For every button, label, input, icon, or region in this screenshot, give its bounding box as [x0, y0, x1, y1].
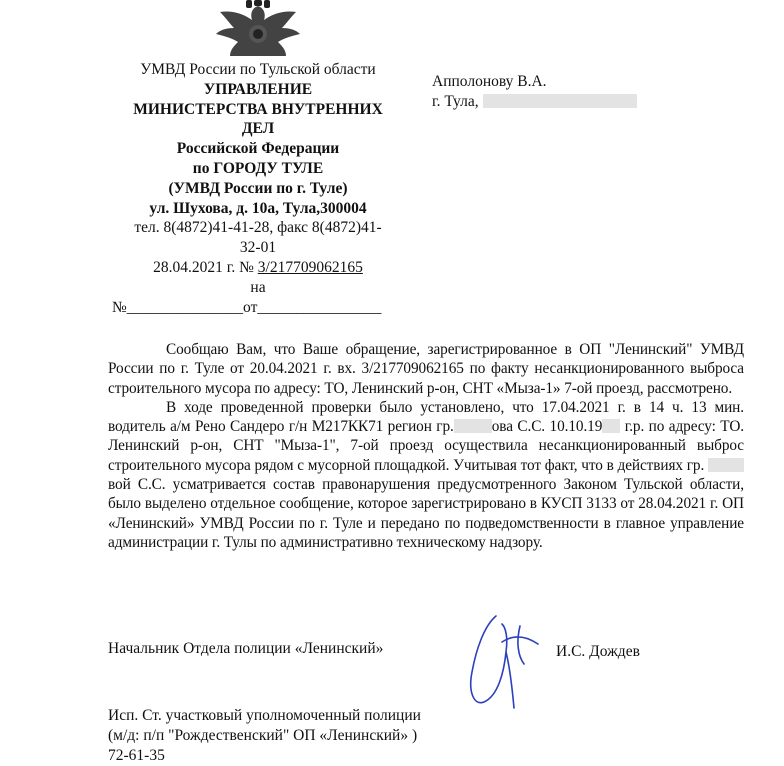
footer-line-3: 72-61-35 — [108, 747, 165, 764]
dept-line-6: (УМВД России по г. Туле) — [168, 179, 348, 197]
coat-of-arms-eagle-icon — [200, 0, 316, 58]
redacted-address — [483, 94, 637, 108]
redacted-surname-1 — [454, 419, 492, 433]
signatory-name: И.С. Дождев — [556, 643, 640, 660]
outgoing-date-number — [108, 258, 408, 278]
handwritten-signature — [462, 612, 552, 712]
recipient-name: Апполонову В.А. — [432, 73, 547, 90]
recipient-block — [432, 72, 637, 112]
dept-line-5: по ГОРОДУ ТУЛЕ — [192, 159, 324, 177]
footer-line-1: Исп. Ст. участковый уполномоченный полиции — [108, 707, 421, 724]
sender-address: ул. Шухова, д. 10а, Тула,300004 — [149, 199, 367, 217]
executor-footer — [108, 706, 421, 766]
letter-body — [108, 340, 744, 552]
signatory-position: Начальник Отдела полиции «Ленинский» — [108, 640, 384, 657]
dept-line-4: Российской Федерации — [176, 140, 340, 158]
footer-line-2: (м/д: п/п "Рождественский" ОП «Ленинский» ) — [108, 727, 418, 744]
recipient-address: г. Тула, — [432, 92, 637, 112]
phone-line-1: тел. 8(4872)41-41-28, факс 8(4872)41- — [134, 219, 382, 237]
phone-line-2: 32-01 — [239, 239, 277, 257]
paragraph-1: Сообщаю Вам, что Ваше обращение, зарегистрированное в ОП "Ленинский" УМВД России по г. Туле от 20.04.2021 г. вх. 3/217709062165 по факту несанкционированного выброса строительного мусора по адресу: ТО, Ленинский р-он, СНТ «Мыза-1» 7-ой проезд, рассмотрено. — [108, 341, 744, 397]
redacted-surname-2 — [708, 458, 744, 472]
paragraph-2: В ходе проведенной проверки было установлено, что 17.04.2021 г. в 14 ч. 13 мин. водитель а/м Рено Сандеро г/н М217КК71 регион гр. ова С.С. 10.10.19 г.р. по адресу: ТО. Ленинский р-он, СНТ "Мыза-1", 7-ой проезд осуществила несанкционированный выброс строительного мусора рядом с мусорной площадкой. Учитывая тот факт, что в действиях гр. вой С.С. усматривается состав правонарушения предусмотренного Законом Тульской области, было выделено отдельное сообщение, которое зарегистрировано в КУСП 3133 от 28.04.2021 г. ОП «Ленинский» УМВД России по г. Туле и передано по подведомственности в главное управление администрации г. Тулы по административно техническому надзору. — [108, 398, 744, 551]
dept-line-2: МИНИСТЕРСТВА ВНУТРЕННИХ — [133, 100, 383, 118]
org-line: УМВД России по Тульской области — [140, 61, 376, 78]
redacted-year — [602, 419, 620, 433]
na-label: на — [250, 278, 266, 296]
doc-number: 3/217709062165 — [257, 258, 363, 276]
sender-header — [108, 60, 408, 317]
dept-line-3: ДЕЛ — [241, 120, 275, 138]
dept-line-1: УПРАВЛЕНИЕ — [203, 80, 313, 98]
reference-line: №_______________от________________ — [112, 298, 382, 316]
date-prefix: 28.04.2021 г. № — [153, 258, 258, 276]
